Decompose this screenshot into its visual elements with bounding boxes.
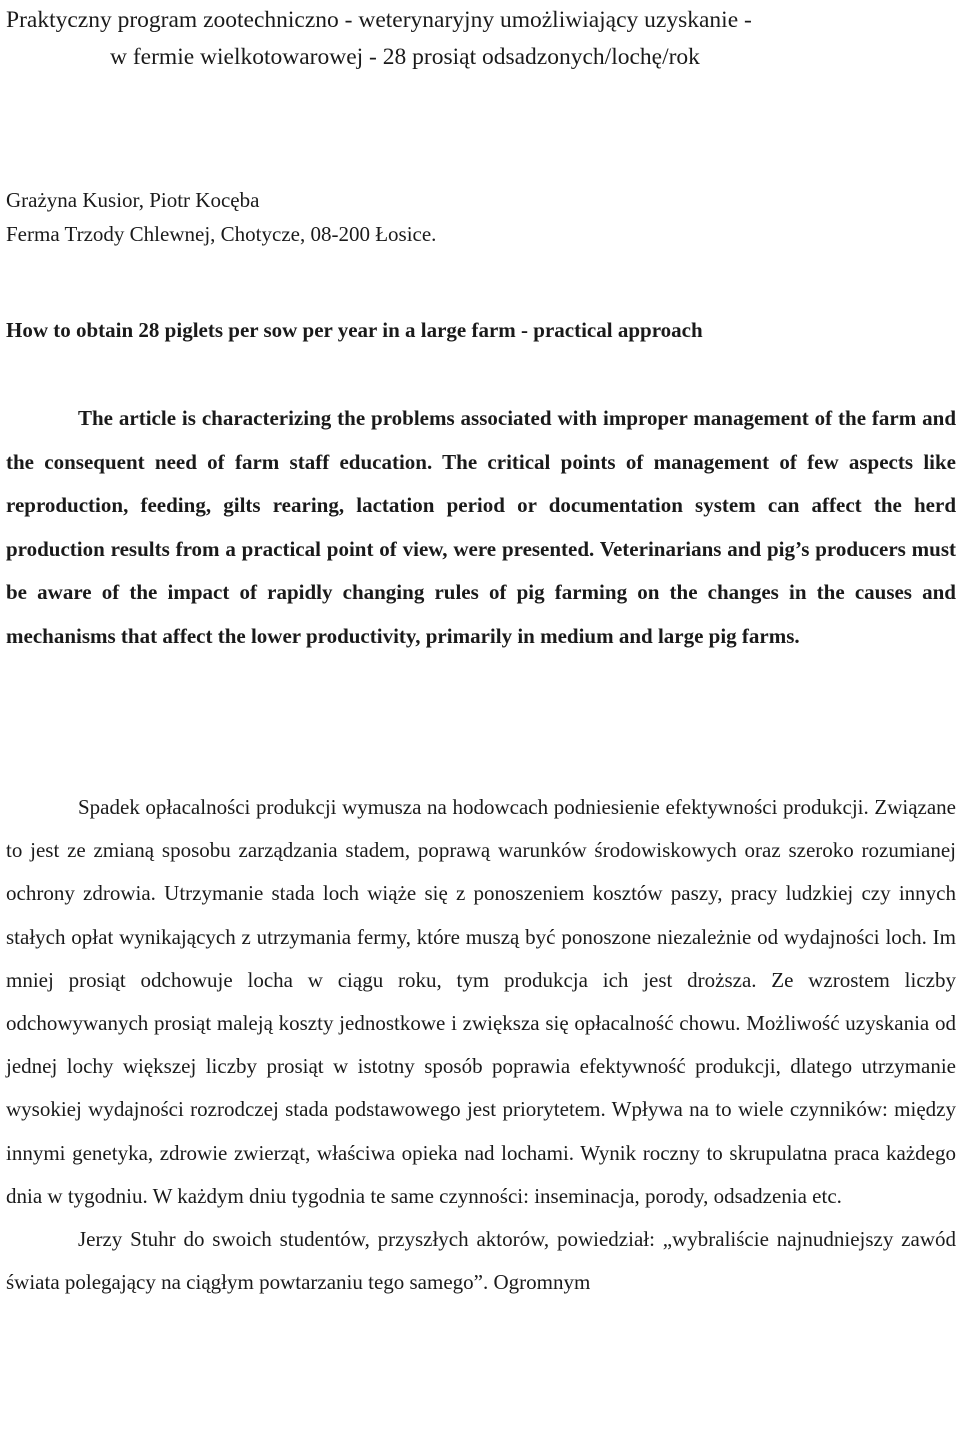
authors: Grażyna Kusior, Piotr Kocęba xyxy=(6,188,260,212)
body-text xyxy=(6,786,956,1304)
author-block xyxy=(6,183,436,251)
affiliation: Ferma Trzody Chlewnej, Chotycze, 08-200 Łosice. xyxy=(6,222,437,246)
polish-title xyxy=(6,2,956,76)
body-paragraph-2: Jerzy Stuhr do swoich studentów, przyszłych aktorów, powiedział: „wybraliście najnudniejszy zawód świata polegający na ciągłym powtarzaniu tego samego”. Ogromnym xyxy=(6,1227,956,1295)
title-line-2: w fermie wielkotowarowej - 28 prosiąt odsadzonych/lochę/rok xyxy=(110,44,700,70)
abstract: The article is characterizing the problems associated with improper management of the farm and the consequent need of farm staff education. The critical points of management of few aspects like reproduction, feeding, gilts rearing, lactation period or documentation system can affect the herd production results from a practical point of view, were presented. Veterinarians and pig’s producers must be aware of the impact of rapidly changing rules of pig farming on the changes in the causes and mechanisms that affect the lower productivity, primarily in medium and large pig farms. xyxy=(6,406,956,648)
title-line-1: Praktyczny program zootechniczno - weterynaryjny umożliwiający uzyskanie - xyxy=(6,7,752,33)
english-title: How to obtain 28 piglets per sow per year in a large farm - practical approach xyxy=(6,318,703,342)
body-paragraph-1: Spadek opłacalności produkcji wymusza na hodowcach podniesienie efektywności produkcji. Związane to jest ze zmianą sposobu zarządzania stadem, poprawą warunków środowiskowych oraz szeroko rozumianej ochrony zdrowia. Utrzymanie stada loch wiąże się z ponoszeniem kosztów paszy, pracy ludzkiej czy innych stałych opłat wynikających z utrzymania fermy, które muszą być ponoszone niezależnie od wydajności loch. Im mniej prosiąt odchowuje locha w ciągu roku, tym produkcja ich jest droższa. Ze wzrostem liczby odchowywanych prosiąt maleją koszty jednostkowe i zwiększa się opłacalność chowu. Możliwość uzyskania od jednej lochy większej liczby prosiąt w istotny sposób poprawia efektywność produkcji, dlatego utrzymanie wysokiej wydajności rozrodczej stada podstawowego jest priorytetem. Wpływa na to wiele czynników: między innymi genetyka, zdrowie zwierząt, właściwa opieka nad lochami. Wynik roczny to skrupulatna praca każdego dnia w tygodniu. W każdym dniu tygodnia te same czynności: inseminacja, porody, odsadzenia etc. xyxy=(6,795,956,1208)
